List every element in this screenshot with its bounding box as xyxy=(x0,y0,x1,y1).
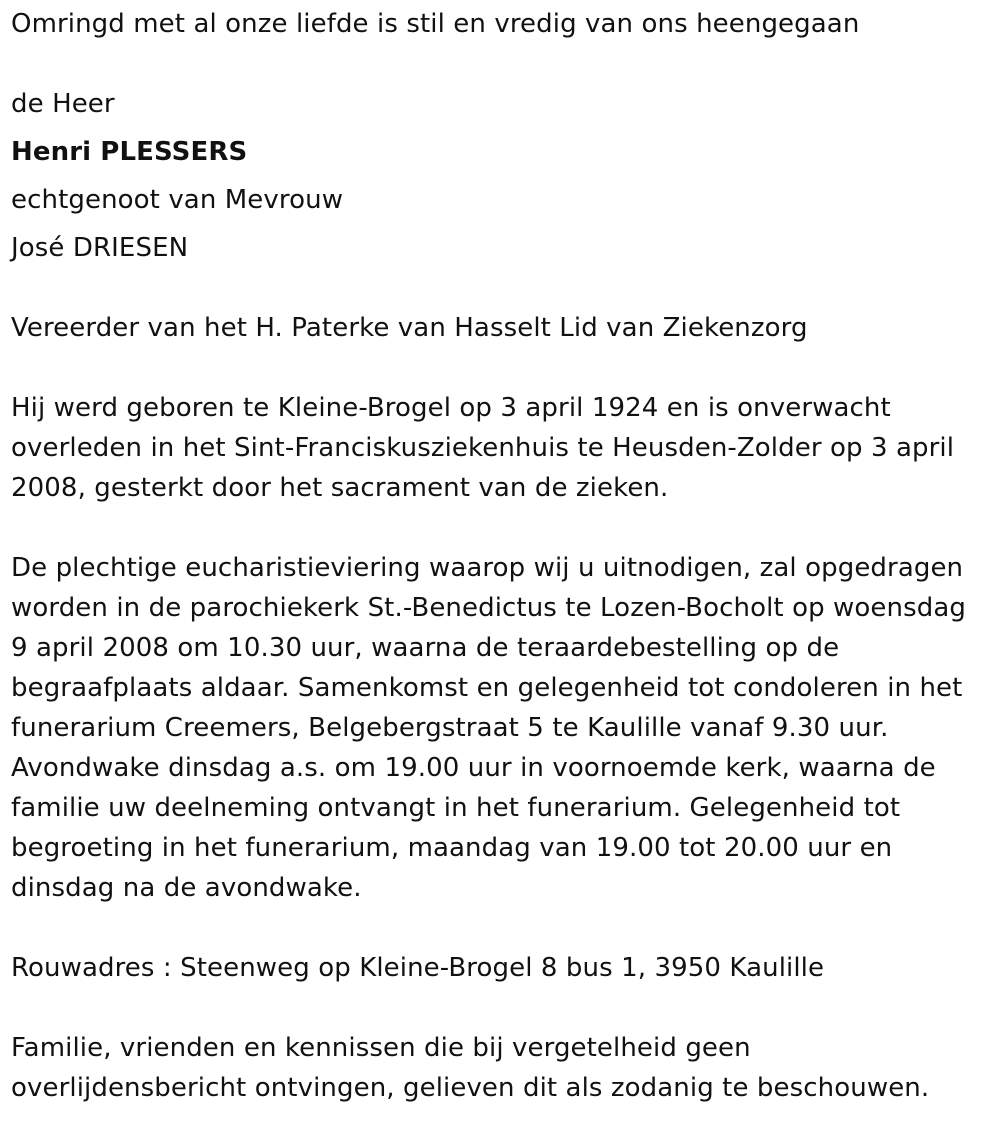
paragraph-line: dinsdag na de avondwake. xyxy=(11,873,362,903)
spouse-label: echtgenoot van Mevrouw xyxy=(11,185,344,215)
mourning-address: Rouwadres : Steenweg op Kleine-Brogel 8 bus 1, 3950 Kaulille xyxy=(11,953,825,983)
paragraph-line: overleden in het Sint-Franciskusziekenhuis te Heusden-Zolder op 3 april xyxy=(11,433,955,463)
paragraph-line: 2008, gesterkt door het sacrament van de zieken. xyxy=(11,473,669,503)
notice-paragraph xyxy=(11,1028,991,1108)
spouse-name: José DRIESEN xyxy=(11,233,189,263)
paragraph-line: Avondwake dinsdag a.s. om 19.00 uur in voornoemde kerk, waarna de xyxy=(11,753,936,783)
honorific-title: de Heer xyxy=(11,89,115,119)
memberships-text: Vereerder van het H. Paterke van Hasselt Lid van Ziekenzorg xyxy=(11,313,808,343)
paragraph-line: Familie, vrienden en kennissen die bij vergetelheid geen xyxy=(11,1033,751,1063)
paragraph-line: begraafplaats aldaar. Samenkomst en gelegenheid tot condoleren in het xyxy=(11,673,963,703)
paragraph-line: worden in de parochiekerk St.-Benedictus te Lozen-Bocholt op woensdag xyxy=(11,593,966,623)
birth-death-paragraph xyxy=(11,388,991,508)
paragraph-line: 9 april 2008 om 10.30 uur, waarna de teraardebestelling op de xyxy=(11,633,840,663)
paragraph-line: funerarium Creemers, Belgebergstraat 5 te Kaulille vanaf 9.30 uur. xyxy=(11,713,889,743)
deceased-name: Henri PLESSERS xyxy=(11,137,248,167)
intro-text: Omringd met al onze liefde is stil en vredig van ons heengegaan xyxy=(11,9,860,39)
paragraph-line: De plechtige eucharistieviering waarop wij u uitnodigen, zal opgedragen xyxy=(11,553,964,583)
paragraph-line: begroeting in het funerarium, maandag van 19.00 tot 20.00 uur en xyxy=(11,833,893,863)
paragraph-line: familie uw deelneming ontvangt in het funerarium. Gelegenheid tot xyxy=(11,793,901,823)
paragraph-line: overlijdensbericht ontvingen, gelieven dit als zodanig te beschouwen. xyxy=(11,1073,930,1103)
ceremony-paragraph xyxy=(11,548,991,908)
paragraph-line: Hij werd geboren te Kleine-Brogel op 3 april 1924 en is onverwacht xyxy=(11,393,891,423)
